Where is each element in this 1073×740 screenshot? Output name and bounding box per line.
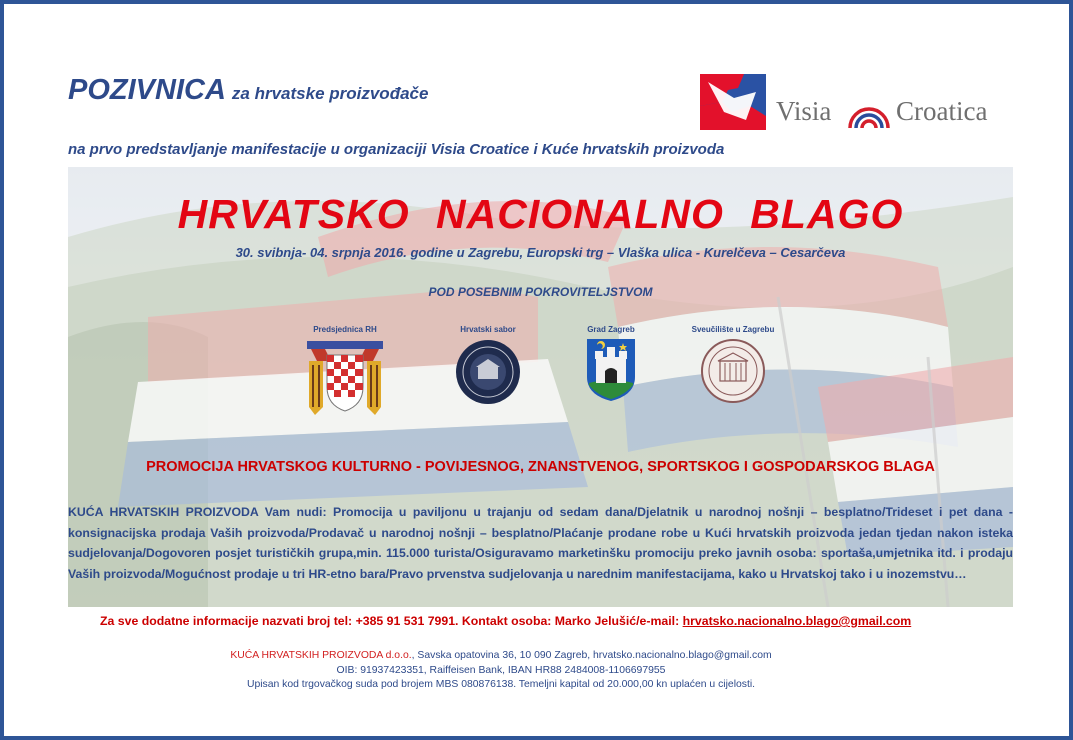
offer-paragraph: KUĆA HRVATSKIH PROIZVODA Vam nudi: Promocija u paviljonu u trajanju od sedam dana/Djelatnik u narodnoj nošnji – besplatno/Trideset i pet dana - konsignacijska prodaja Vaših proizvoda/Prodavač u narodnoj nošnji – besplatno/Plaćanje prodane robe u Kući hrvatskih proizvoda jedan tjedan nakon isteka sudjelovanja/Dogovoren posjet turističkih grupa,min. 115.000 turista/Osiguravamo marketinšku promociju preko javnih osoba: sportaša,umjetnika itd. i prodaju Vaših proizvoda/Mogućnost prodaje u tri HR-etno bara/Pravo prvenstva sudjelovanja u narednim manifestacijama, kako u Hrvatskoj tako i u inozemstvu… <box>68 505 1013 581</box>
event-date-location: 30. svibnja- 04. srpnja 2016. godine u Zagrebu, Europski trg – Vlaška ulica - Kurelčeva – Cesarčeva <box>235 245 846 260</box>
emblem-zagreb <box>556 325 666 408</box>
emblem-label: Predsjednica RH <box>313 325 377 334</box>
contact-email-link[interactable]: hrvatsko.nacionalno.blago@gmail.com <box>682 614 912 628</box>
university-seal-icon <box>700 337 766 405</box>
visia-croatica-logo <box>698 70 1008 140</box>
logo-arc-icon <box>846 100 892 130</box>
contact-text: Za sve dodatne informacije nazvati broj tel: +385 91 531 7991. Kontakt osoba: Marko Jelušić/e-mail: <box>100 614 683 628</box>
footer-line-2: OIB: 91937423351, Raiffeisen Bank, IBAN HR88 2484008-1106697955 <box>336 664 666 676</box>
footer <box>196 649 806 693</box>
promotion-heading: PROMOCIJA HRVATSKOG KULTURNO - POVIJESNOG, ZNANSTVENOG, SPORTSKOG I GOSPODARSKOG BLAGA <box>146 459 935 475</box>
zagreb-coat-of-arms-icon <box>585 337 637 403</box>
footer-company: KUĆA HRVATSKIH PROIZVODA d.o.o. <box>230 650 412 661</box>
footer-line-1 <box>196 649 806 664</box>
emblem-university <box>678 325 788 410</box>
parliament-seal-icon <box>454 337 522 407</box>
event-title: HRVATSKO NACIONALNO BLAGO <box>177 191 904 237</box>
event-banner <box>68 167 1013 607</box>
emblem-label: Grad Zagreb <box>587 325 635 334</box>
invitation-subtitle: na prvo predstavljanje manifestacije u organizaciji Visia Croatice i Kuće hrvatskih proizvoda <box>68 141 725 158</box>
president-coat-of-arms-icon <box>305 337 385 419</box>
footer-line-3: Upisan kod trgovačkog suda pod brojem MBS 080876138. Temeljni kapital od 20.000,00 kn uplaćen u cijelosti. <box>246 679 756 690</box>
emblem-label: Hrvatski sabor <box>460 325 516 334</box>
footer-address: , Savska opatovina 36, 10 090 Zagreb, hrvatsko.nacionalno.blago@gmail.com <box>411 650 772 661</box>
contact-line <box>100 614 911 628</box>
emblem-parliament <box>433 325 543 412</box>
logo-text-croatica: Croatica <box>896 96 988 126</box>
patronage-heading: POD POSEBNIM POKROVITELJSTVOM <box>428 285 653 299</box>
emblem-president <box>290 325 400 424</box>
invitation-title: POZIVNICA <box>68 74 226 106</box>
invitation-subtitle-small: za hrvatske proizvođače <box>231 84 429 103</box>
emblem-label: Sveučilište u Zagrebu <box>691 325 775 334</box>
logo-text-visia: Visia <box>776 96 832 126</box>
invitation-heading <box>68 74 428 107</box>
visia-croatica-logo-icon <box>698 72 778 136</box>
